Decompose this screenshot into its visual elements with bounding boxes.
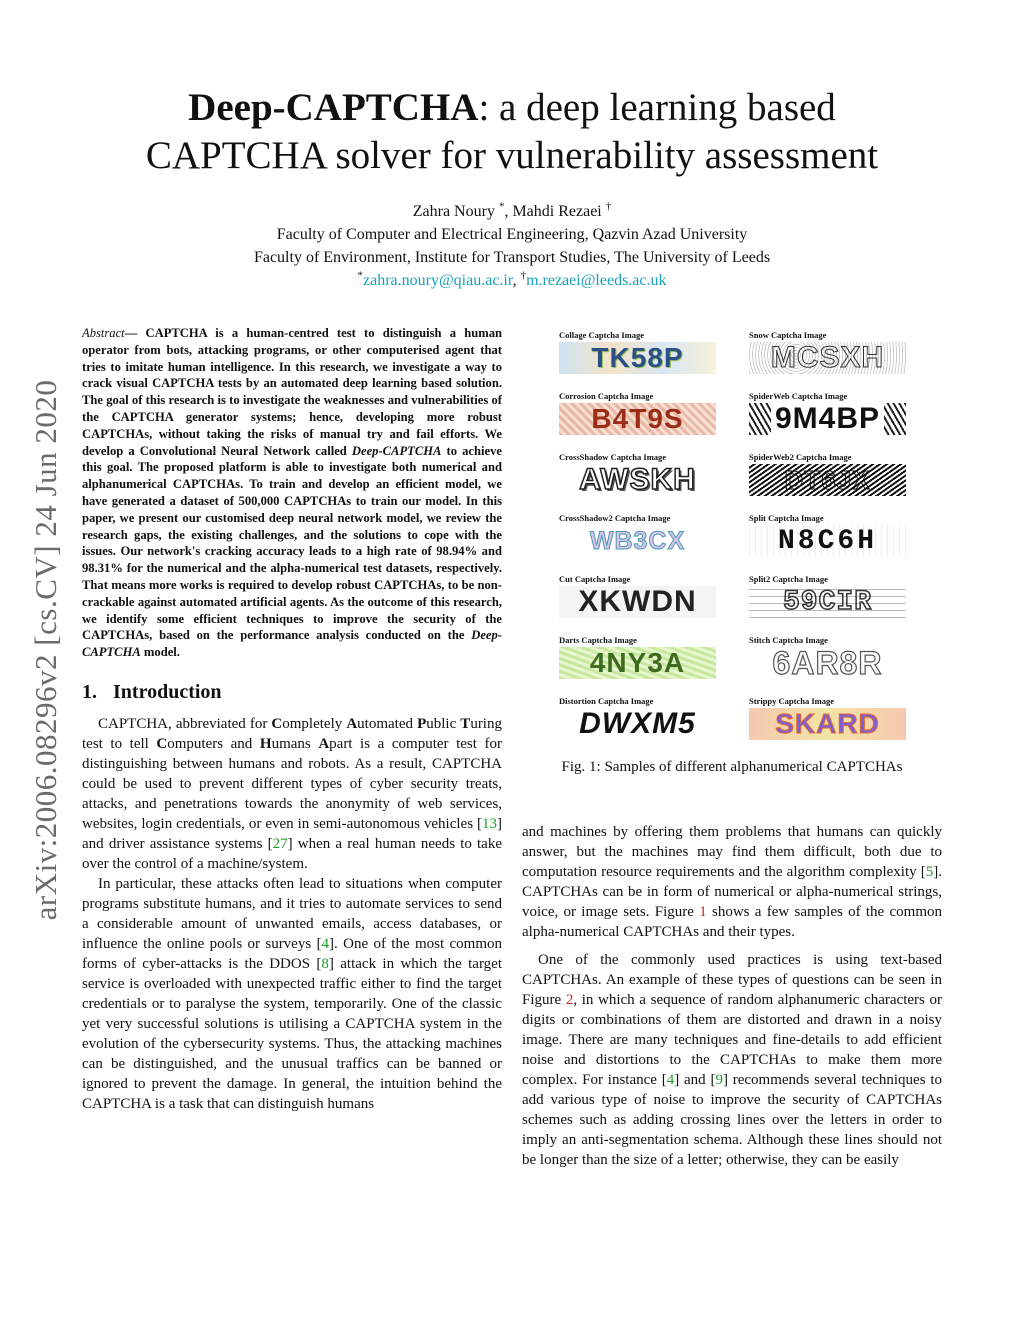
captcha-text: DT6JX xyxy=(784,464,871,495)
captcha-image xyxy=(749,464,906,496)
captcha-text: DWXM5 xyxy=(579,708,696,740)
abstract-dash: — xyxy=(124,326,146,340)
captcha-text: WB3CX xyxy=(589,526,686,555)
captcha-image xyxy=(559,708,716,740)
abstract-label: Abstract xyxy=(82,326,125,340)
affiliation-2: Faculty of Environment, Institute for Transport Studies, The University of Leeds xyxy=(253,249,771,266)
captcha-sample xyxy=(749,635,914,679)
captcha-text: N8C6H xyxy=(777,525,877,557)
email-link-1[interactable]: zahra.noury@qiau.ac.ir xyxy=(362,272,513,289)
captcha-sample-title: SpiderWeb2 Captcha Image xyxy=(749,452,852,462)
citation-link[interactable]: 9 xyxy=(715,1072,723,1088)
title-line2: CAPTCHA solver for vulnerability assessment xyxy=(145,134,879,177)
email-link-2[interactable]: m.rezaei@leeds.ac.uk xyxy=(526,272,667,289)
captcha-image xyxy=(559,586,716,618)
captcha-sample-title: SpiderWeb Captcha Image xyxy=(749,391,848,401)
affiliation-1: Faculty of Computer and Electrical Engineering, Qazvin Azad University xyxy=(276,226,748,243)
captcha-sample-title: Distortion Captcha Image xyxy=(559,696,654,706)
email-separator: , xyxy=(512,272,521,289)
captcha-text: 6AR8R xyxy=(772,647,883,679)
right-paragraph-2: One of the commonly used practices is using text-based CAPTCHAs. An example of these types of questions can be seen in Figure 2, in which a sequence of random alphanumeric characters or digits or combinations of them are distorted and drawn in a noisy image. There are many techniques and fine-details to add efficient noise and distortions to the CAPTCHAs to make them more complex. For instance [4] and [9] recommends several techniques to add various type of noise to improve the security of CAPTCHAs schemes such as adding crossing lines over the letters in order to imply an anti-segmentation schema. Although these lines should not be longer than the size of a letter; otherwise, they can be easily xyxy=(522,952,942,1168)
captcha-sample xyxy=(559,330,724,374)
intro-paragraph-2: In particular, these attacks often lead to situations when computer programs substitute humans, and it tries to automate services to send a considerable amount of unwanted emails, access databases, or influence the online pools or surveys [4]. One of the most common forms of cyber-attacks is the DDOS [8] attack in which the target service is overloaded with unexpected traffic either to find the target credentials or to paralyse the system, temporarily. One of the classic yet very successful solutions is utilising a CAPTCHA system in the evolution of the cybersecurity systems. Thus, the attacking machines can be distinguished, and the unusual traffics can be banned or ignored to prevent the damage. In general, the intuition behind the CAPTCHA is a task that can distinguish humans xyxy=(82,875,503,1112)
citation-link[interactable]: 8 xyxy=(321,955,329,972)
email-1-mark: * xyxy=(357,269,363,282)
captcha-sample xyxy=(559,574,724,618)
captcha-sample xyxy=(559,696,724,740)
citation-link[interactable]: 13 xyxy=(482,815,497,832)
captcha-sample-title: CrossShadow Captcha Image xyxy=(559,452,667,462)
captcha-sample-title: Darts Captcha Image xyxy=(559,635,637,645)
arxiv-identifier: arXiv:2006.08296v2 [cs.CV] 24 Jun 2020 xyxy=(28,379,63,921)
citation-link[interactable]: 27 xyxy=(272,835,288,852)
captcha-sample xyxy=(749,330,914,374)
captcha-text: 9M4BP xyxy=(771,403,884,435)
captcha-sample xyxy=(749,574,914,618)
captcha-image xyxy=(559,464,716,496)
citation-link[interactable]: 5 xyxy=(925,864,934,880)
captcha-sample-title: CrossShadow2 Captcha Image xyxy=(559,513,671,523)
abstract-italic-1: Deep-CAPTCHA xyxy=(351,443,442,458)
captcha-sample xyxy=(749,391,914,435)
captcha-sample xyxy=(749,452,914,496)
title-rest: : a deep learning based xyxy=(478,86,836,129)
captcha-image xyxy=(749,525,906,557)
title-bold: Deep-CAPTCHA xyxy=(188,86,479,129)
author-block xyxy=(80,200,944,292)
captcha-sample-title: Split Captcha Image xyxy=(749,513,824,523)
section-heading xyxy=(82,681,502,704)
captcha-sample xyxy=(749,513,914,557)
abstract-text-1: CAPTCHA is a human-centred test to distinguish a human operator from bots, attacking programs, or other computerised agent that tries to imitate human intelligence. In this research, we investigate a way to crack visual CAPTCHA tests by an automated deep learning based solution. The goal of this research is to investigate the weaknesses and vulnerabilities of the CAPTCHA generator systems; hence, developing more robust CAPTCHAs, without taking the risks of manual try and fail efforts. We develop a Convolutional Neural Network called xyxy=(82,326,502,458)
figure-link[interactable]: 1 xyxy=(699,904,707,920)
author-1: Zahra Noury xyxy=(412,203,499,220)
captcha-text: B4T9S xyxy=(591,403,684,434)
intro-paragraph-1: CAPTCHA, abbreviated for Completely Automated Public Turing test to tell Computers and Humans Apart is a computer test for distinguishing between humans and robots. As a result, CAPTCHA could be used to prevent different types of cyber security treats, attacks, and penetrations towards the anonymity of web services, websites, login credentials, or even in semi-autonomous vehicles [13] and driver assistance systems [27] when a real human needs to take over the control of a machine/system. xyxy=(82,715,503,872)
emails xyxy=(80,269,944,292)
captcha-image xyxy=(749,342,906,374)
captcha-sample-title: Split2 Captcha Image xyxy=(749,574,828,584)
captcha-sample xyxy=(559,513,724,557)
left-column xyxy=(82,325,502,1114)
captcha-text: XKWDN xyxy=(578,586,697,618)
captcha-sample xyxy=(749,696,914,740)
figure-1 xyxy=(553,330,913,750)
captcha-image xyxy=(559,403,716,435)
captcha-sample-title: Snow Captcha Image xyxy=(749,330,827,340)
abstract-text-3: model. xyxy=(140,645,180,660)
captcha-text: TK58P xyxy=(591,342,684,373)
citation-link[interactable]: 4 xyxy=(321,935,330,952)
author-1-mark: * xyxy=(498,200,505,213)
section-title: Introduction xyxy=(113,680,222,703)
author-2-mark: † xyxy=(605,200,612,213)
captcha-sample-title: Stitch Captcha Image xyxy=(749,635,828,645)
captcha-text: 4NY3A xyxy=(589,647,686,678)
citation-link[interactable]: 4 xyxy=(666,1072,675,1088)
abstract xyxy=(82,325,502,661)
captcha-image xyxy=(559,647,716,679)
captcha-image xyxy=(749,647,906,679)
abstract-italic-2: Deep-CAPTCHA xyxy=(82,628,502,660)
captcha-sample xyxy=(559,635,724,679)
captcha-image xyxy=(749,586,906,618)
captcha-sample-title: Cut Captcha Image xyxy=(559,574,631,584)
paper-title xyxy=(80,84,944,180)
section-number: 1. xyxy=(82,680,97,703)
captcha-sample-title: Strippy Captcha Image xyxy=(749,696,835,706)
captcha-text: AWSKH xyxy=(579,464,696,496)
captcha-sample xyxy=(559,391,724,435)
right-column xyxy=(522,822,942,1170)
captcha-sample xyxy=(559,452,724,496)
captcha-image xyxy=(559,525,716,557)
arxiv-stamp xyxy=(16,350,76,950)
abstract-text-2: to achieve this goal. The proposed platform is able to investigate both numerical and alphanumerical CAPTCHAs. To train and develop an efficient model, we have generated a dataset of 500,000 CAPTCHAs to train our model. In this paper, we present our customised deep neural network model, we review the research gaps, the existing challenges, and the solutions to cope with the issues. Our network's cracking accuracy leads to a high rate of 98.94% and 98.31% for the numerical and the alpha-numerical test datasets, respectively. That means more works is required to develop robust CAPTCHAs, to be non-crackable against automated artificial agents. As the outcome of this research, we identify some efficient techniques to improve the security of the CAPTCHAs, based on the performance analysis conducted on the xyxy=(82,443,502,643)
right-paragraph-1: and machines by offering them problems that humans can quickly answer, but the machines may find them difficult, both due to computation resource requirements and the algorithm complexity [5]. CAPTCHAs can be in form of numerical or alpha-numerical strings, voice, or image sets. Figure 1 shows a few samples of the common alpha-numerical CAPTCHAs and their types. xyxy=(522,824,942,940)
figure-link[interactable]: 2 xyxy=(565,992,574,1008)
captcha-text: MCSXH xyxy=(770,342,885,374)
captcha-text: 59CIR xyxy=(782,586,872,618)
captcha-image xyxy=(559,342,716,374)
figure-caption: Fig. 1: Samples of different alphanumerical CAPTCHAs xyxy=(561,759,903,775)
captcha-sample-title: Corrosion Captcha Image xyxy=(559,391,654,401)
captcha-image xyxy=(749,708,906,740)
author-2: , Mahdi Rezaei xyxy=(504,203,606,220)
captcha-image xyxy=(749,403,906,435)
captcha-text: SKARD xyxy=(775,708,880,739)
captcha-sample-title: Collage Captcha Image xyxy=(559,330,644,340)
email-2-mark: † xyxy=(520,269,527,282)
author-names xyxy=(80,200,944,223)
